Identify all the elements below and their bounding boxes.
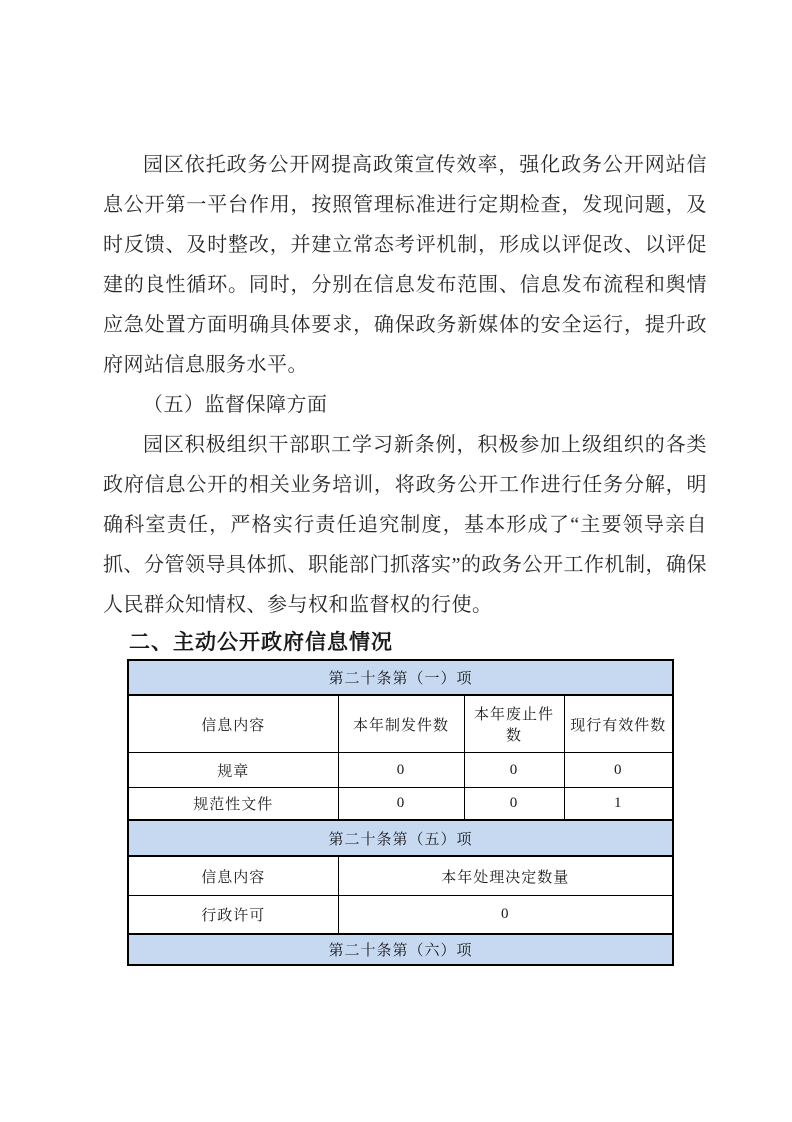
- table-section-row-article20-item6: [128, 934, 673, 965]
- body-text-block: [103, 145, 707, 625]
- government-info-disclosure-table: [127, 659, 674, 966]
- normative-issued-value: 0: [338, 788, 464, 821]
- section1-title-cell: 第二十条第（一）项: [128, 660, 673, 695]
- header-cell-decisions-this-year: 本年处理决定数量: [338, 856, 673, 896]
- administrative-license-value: 0: [338, 896, 673, 935]
- regulations-effective-value: 0: [564, 753, 673, 788]
- header-cell-issued-this-year: 本年制发件数: [338, 695, 464, 753]
- table-section-row-article20-item1: [128, 660, 673, 695]
- paragraph-supervision-platform: 园区依托政务公开网提高政策宣传效率，强化政务公开网站信息公开第一平台作用，按照管理标准进行定期检查，发现问题，及时反馈、及时整改，并建立常态考评机制，形成以评促改、以评促建的良性循环。同时，分别在信息发布范围、信息发布流程和舆情应急处置方面明确具体要求，确保政务新媒体的安全运行，提升政府网站信息服务水平。: [103, 154, 707, 376]
- section6-title-cell: 第二十条第（六）项: [128, 934, 673, 965]
- regulations-issued-value: 0: [338, 753, 464, 788]
- table-row-regulations: [128, 753, 673, 788]
- normative-effective-value: 1: [564, 788, 673, 821]
- regulations-repealed-value: 0: [464, 753, 564, 788]
- table-section-row-article20-item5: [128, 820, 673, 856]
- header-cell-currently-effective: 现行有效件数: [564, 695, 673, 753]
- section-heading-active-disclosure: 二、主动公开政府信息情况: [129, 631, 393, 654]
- section5-title-cell: 第二十条第（五）项: [128, 820, 673, 856]
- header-cell-info-content-2: 信息内容: [128, 856, 338, 896]
- header-cell-repealed-this-year: 本年废止件数: [464, 695, 564, 753]
- table-row-administrative-license: [128, 896, 673, 935]
- table-header-row-section5: [128, 856, 673, 896]
- normative-repealed-value: 0: [464, 788, 564, 821]
- subheading-supervision-guarantee: （五）监督保障方面: [143, 394, 328, 416]
- header-cell-info-content: 信息内容: [128, 695, 338, 753]
- table-header-row-section1: [128, 695, 673, 753]
- row-label-regulations: 规章: [128, 753, 338, 788]
- row-label-administrative-license: 行政许可: [128, 896, 338, 935]
- table-row-normative-documents: [128, 788, 673, 821]
- paragraph-training-mechanism: 园区积极组织干部职工学习新条例，积极参加上级组织的各类政府信息公开的相关业务培训，将政务公开工作进行任务分解，明确科室责任，严格实行责任追究制度，基本形成了“主要领导亲自抓、分管领导具体抓、职能部门抓落实”的政务公开工作机制，确保人民群众知情权、参与权和监督权的行使。: [103, 434, 707, 616]
- row-label-normative-documents: 规范性文件: [128, 788, 338, 821]
